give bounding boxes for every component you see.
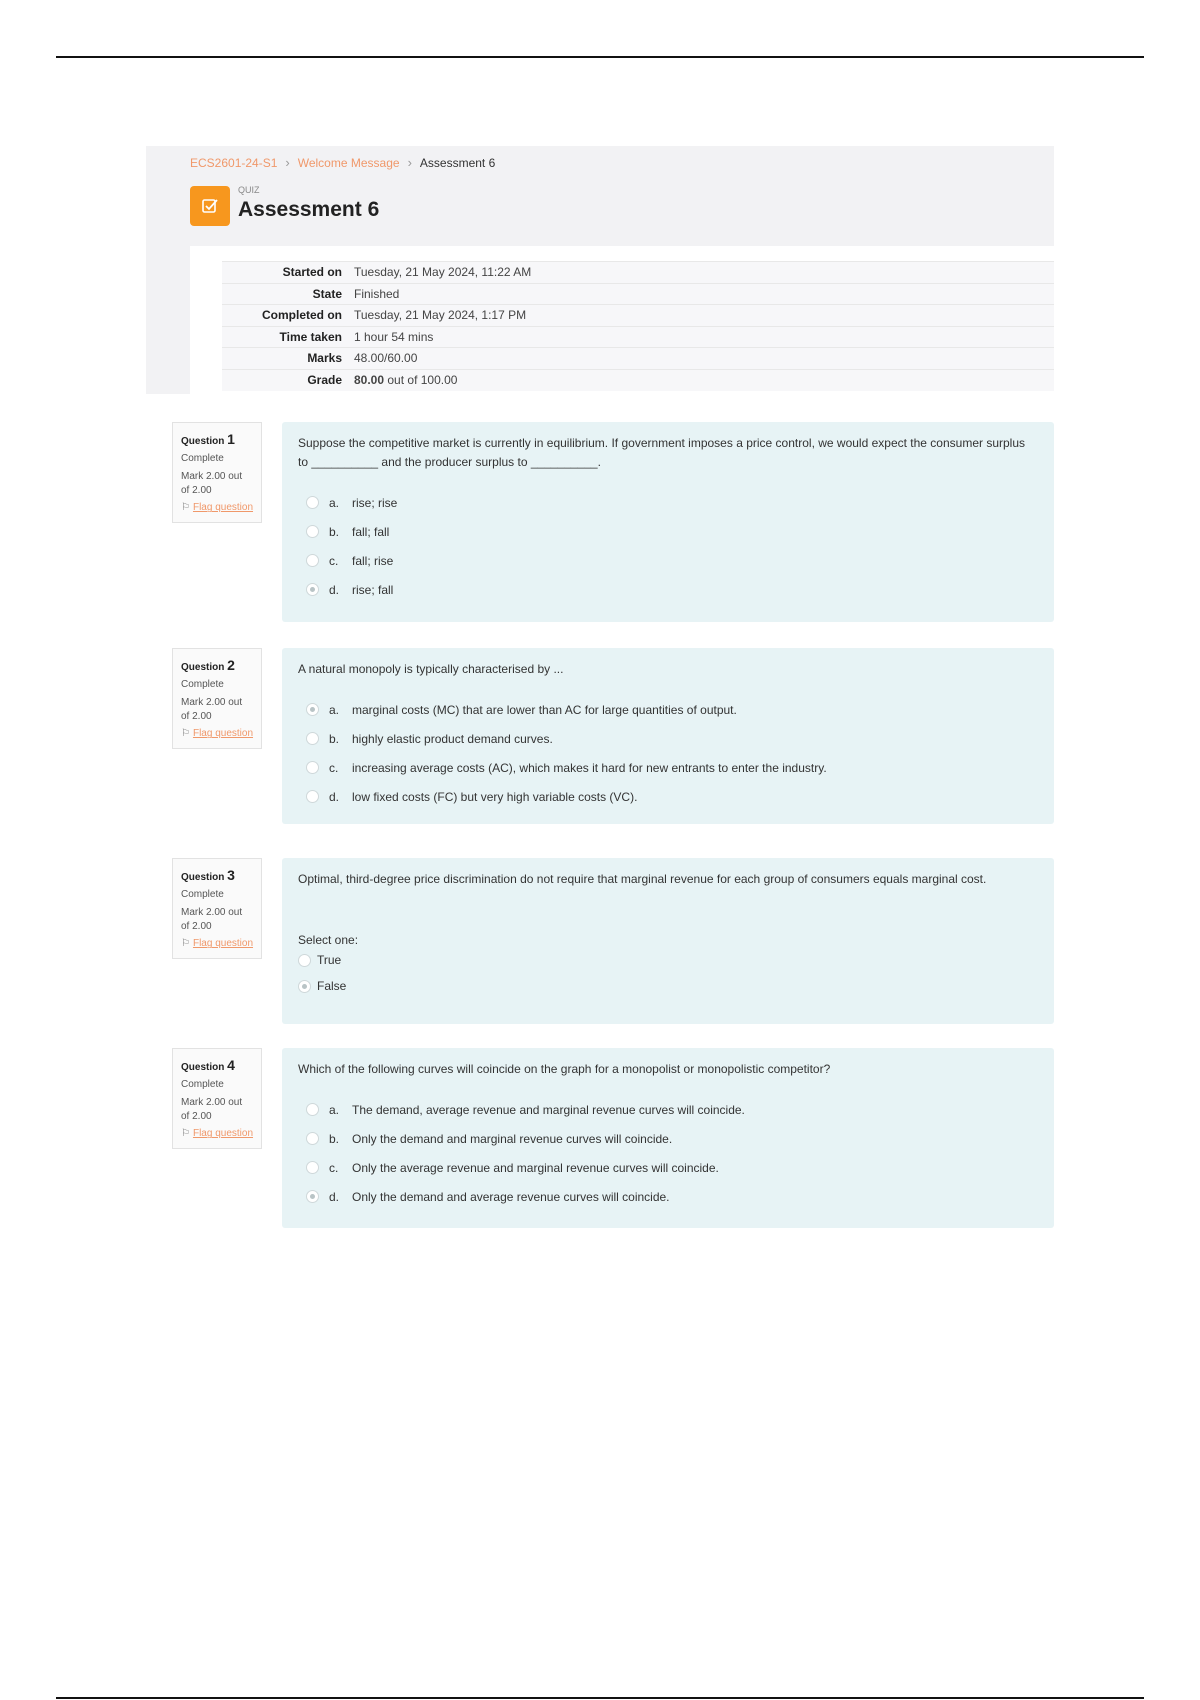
answer-text: rise; fall: [352, 582, 394, 597]
option-text: False: [317, 979, 347, 993]
question-card: [282, 858, 1054, 1024]
question-number-value: 2: [227, 657, 235, 673]
option-text: True: [317, 953, 342, 967]
question-number-value: 1: [227, 431, 235, 447]
question-state: Complete: [181, 888, 224, 900]
question-number: [181, 656, 253, 675]
question-word: Question: [181, 662, 225, 673]
answer-letter: b.: [329, 731, 340, 746]
question-number: [181, 1056, 253, 1075]
answer-option[interactable]: [298, 1095, 1038, 1124]
radio-button[interactable]: [306, 732, 319, 745]
radio-button[interactable]: [306, 1190, 319, 1203]
answer-letter: c.: [329, 553, 339, 568]
question-card: [282, 648, 1054, 824]
question-number-value: 4: [227, 1057, 235, 1073]
radio-button[interactable]: [306, 790, 319, 803]
radio-button[interactable]: [298, 954, 311, 967]
question-mark: Mark 2.00 out of 2.00: [181, 697, 243, 722]
flag-question-label[interactable]: Flag question: [192, 728, 254, 740]
breadcrumb-section-link[interactable]: Welcome Message: [297, 155, 400, 170]
answer-option[interactable]: [298, 1182, 1038, 1211]
grade-score: 80.00: [354, 373, 385, 387]
answer-text: Only the average revenue and marginal revenue curves will coincide.: [352, 1160, 719, 1175]
answer-letter: b.: [329, 524, 340, 539]
answer-option[interactable]: [298, 488, 1038, 517]
flag-question-link[interactable]: [181, 937, 253, 951]
summary-value: Tuesday, 21 May 2024, 11:22 AM: [348, 262, 1054, 284]
summary-row-grade: [222, 369, 1054, 391]
answer-text: increasing average costs (AC), which makes it hard for new entrants to enter the industry.: [352, 760, 827, 775]
radio-button[interactable]: [306, 525, 319, 538]
true-false-option[interactable]: [298, 973, 1038, 999]
radio-button[interactable]: [306, 583, 319, 596]
answer-option[interactable]: [298, 1153, 1038, 1182]
answer-text: fall; rise: [352, 553, 394, 568]
page-title: Assessment 6: [238, 198, 380, 221]
answer-option[interactable]: [298, 517, 1038, 546]
answer-list: [298, 1095, 1038, 1211]
attempt-summary-table: [222, 261, 1054, 391]
question-state: Complete: [181, 678, 224, 690]
summary-row: [222, 305, 1054, 327]
breadcrumb-course-link[interactable]: ECS2601-24-S1: [190, 155, 278, 170]
answer-text: low fixed costs (FC) but very high variable costs (VC).: [352, 789, 638, 804]
answer-option[interactable]: [298, 575, 1038, 604]
answer-option[interactable]: [298, 782, 1038, 811]
answer-letter: c.: [329, 760, 339, 775]
flag-question-label[interactable]: Flag question: [192, 1128, 254, 1140]
summary-value: Tuesday, 21 May 2024, 1:17 PM: [348, 305, 1054, 327]
answer-letter: d.: [329, 1189, 340, 1204]
summary-label: State: [222, 283, 348, 305]
chevron-right-icon: ›: [407, 155, 412, 170]
flag-question-link[interactable]: [181, 501, 253, 515]
radio-button[interactable]: [306, 496, 319, 509]
breadcrumb: [190, 155, 495, 170]
question-mark: Mark 2.00 out of 2.00: [181, 907, 243, 932]
question-card: [282, 422, 1054, 622]
answer-letter: b.: [329, 1131, 340, 1146]
summary-row: [222, 326, 1054, 348]
summary-row: [222, 283, 1054, 305]
summary-label: Marks: [222, 348, 348, 370]
grade-total: out of 100.00: [387, 373, 458, 387]
radio-button[interactable]: [306, 1161, 319, 1174]
question-info: [172, 858, 262, 959]
answer-option[interactable]: [298, 695, 1038, 724]
question-text: A natural monopoly is typically characterised by ...: [298, 662, 564, 676]
select-one-label: Select one:: [298, 933, 359, 947]
quiz-icon: [190, 186, 230, 226]
answer-text: rise; rise: [352, 495, 398, 510]
question-state: Complete: [181, 1078, 224, 1090]
answer-option[interactable]: [298, 546, 1038, 575]
question-text: Suppose the competitive market is currently in equilibrium. If government imposes a price control, we would expect the consumer surplus to __________ and the producer surplus to __________.: [298, 436, 1026, 469]
summary-label: Completed on: [222, 305, 348, 327]
question-number: [181, 866, 253, 885]
answer-text: Only the demand and average revenue curves will coincide.: [352, 1189, 670, 1204]
flag-icon: ⚐: [181, 728, 190, 740]
activity-type-label: QUIZ: [238, 185, 260, 195]
top-rule: [56, 56, 1144, 58]
summary-value: 1 hour 54 mins: [348, 326, 1054, 348]
summary-label: Started on: [222, 262, 348, 284]
question-number: [181, 430, 253, 449]
question-word: Question: [181, 872, 225, 883]
flag-icon: ⚐: [181, 938, 190, 950]
answer-list: [298, 695, 1038, 811]
flag-icon: ⚐: [181, 1128, 190, 1140]
answer-option[interactable]: [298, 753, 1038, 782]
radio-button[interactable]: [306, 1103, 319, 1116]
question-mark: Mark 2.00 out of 2.00: [181, 1097, 243, 1122]
radio-button[interactable]: [306, 554, 319, 567]
question-info: [172, 1048, 262, 1149]
answer-text: marginal costs (MC) that are lower than AC for large quantities of output.: [352, 702, 737, 717]
radio-button[interactable]: [306, 703, 319, 716]
answer-text: The demand, average revenue and marginal revenue curves will coincide.: [352, 1102, 745, 1117]
question-card: [282, 1048, 1054, 1228]
summary-row: [222, 348, 1054, 370]
answer-text: Only the demand and marginal revenue curves will coincide.: [352, 1131, 673, 1146]
flag-question-link[interactable]: [181, 1127, 253, 1141]
summary-label: Grade: [222, 369, 348, 391]
breadcrumb-current: Assessment 6: [419, 155, 496, 170]
summary-label: Time taken: [222, 326, 348, 348]
answer-letter: a.: [329, 702, 340, 717]
answer-letter: c.: [329, 1160, 339, 1175]
flag-question-label[interactable]: Flag question: [192, 938, 254, 950]
radio-button[interactable]: [306, 1132, 319, 1145]
question-text: Which of the following curves will coincide on the graph for a monopolist or monopolistic competitor?: [298, 1062, 831, 1076]
question-info: [172, 648, 262, 749]
flag-icon: ⚐: [181, 502, 190, 514]
answer-option[interactable]: [298, 1124, 1038, 1153]
flag-question-link[interactable]: [181, 727, 253, 741]
answer-letter: a.: [329, 1102, 340, 1117]
chevron-right-icon: ›: [285, 155, 290, 170]
summary-row: [222, 262, 1054, 284]
answer-text: fall; fall: [352, 524, 390, 539]
true-false-option[interactable]: [298, 947, 1038, 973]
radio-button[interactable]: [306, 761, 319, 774]
question-mark: Mark 2.00 out of 2.00: [181, 471, 243, 496]
question-info: [172, 422, 262, 523]
question-state: Complete: [181, 452, 224, 464]
answer-option[interactable]: [298, 724, 1038, 753]
question-text: Optimal, third-degree price discrimination do not require that marginal revenue for each group of consumers equals marginal cost.: [298, 872, 987, 886]
radio-button[interactable]: [298, 980, 311, 993]
answer-letter: a.: [329, 495, 340, 510]
grade-value: [348, 369, 1054, 391]
answer-letter: d.: [329, 582, 340, 597]
summary-value: 48.00/60.00: [348, 348, 1054, 370]
flag-question-label[interactable]: Flag question: [192, 502, 254, 514]
question-word: Question: [181, 436, 225, 447]
question-word: Question: [181, 1062, 225, 1073]
summary-value: Finished: [348, 283, 1054, 305]
question-number-value: 3: [227, 867, 235, 883]
answer-text: highly elastic product demand curves.: [352, 731, 553, 746]
answer-list: [298, 488, 1038, 604]
answer-letter: d.: [329, 789, 340, 804]
bottom-rule: [56, 1697, 1144, 1699]
